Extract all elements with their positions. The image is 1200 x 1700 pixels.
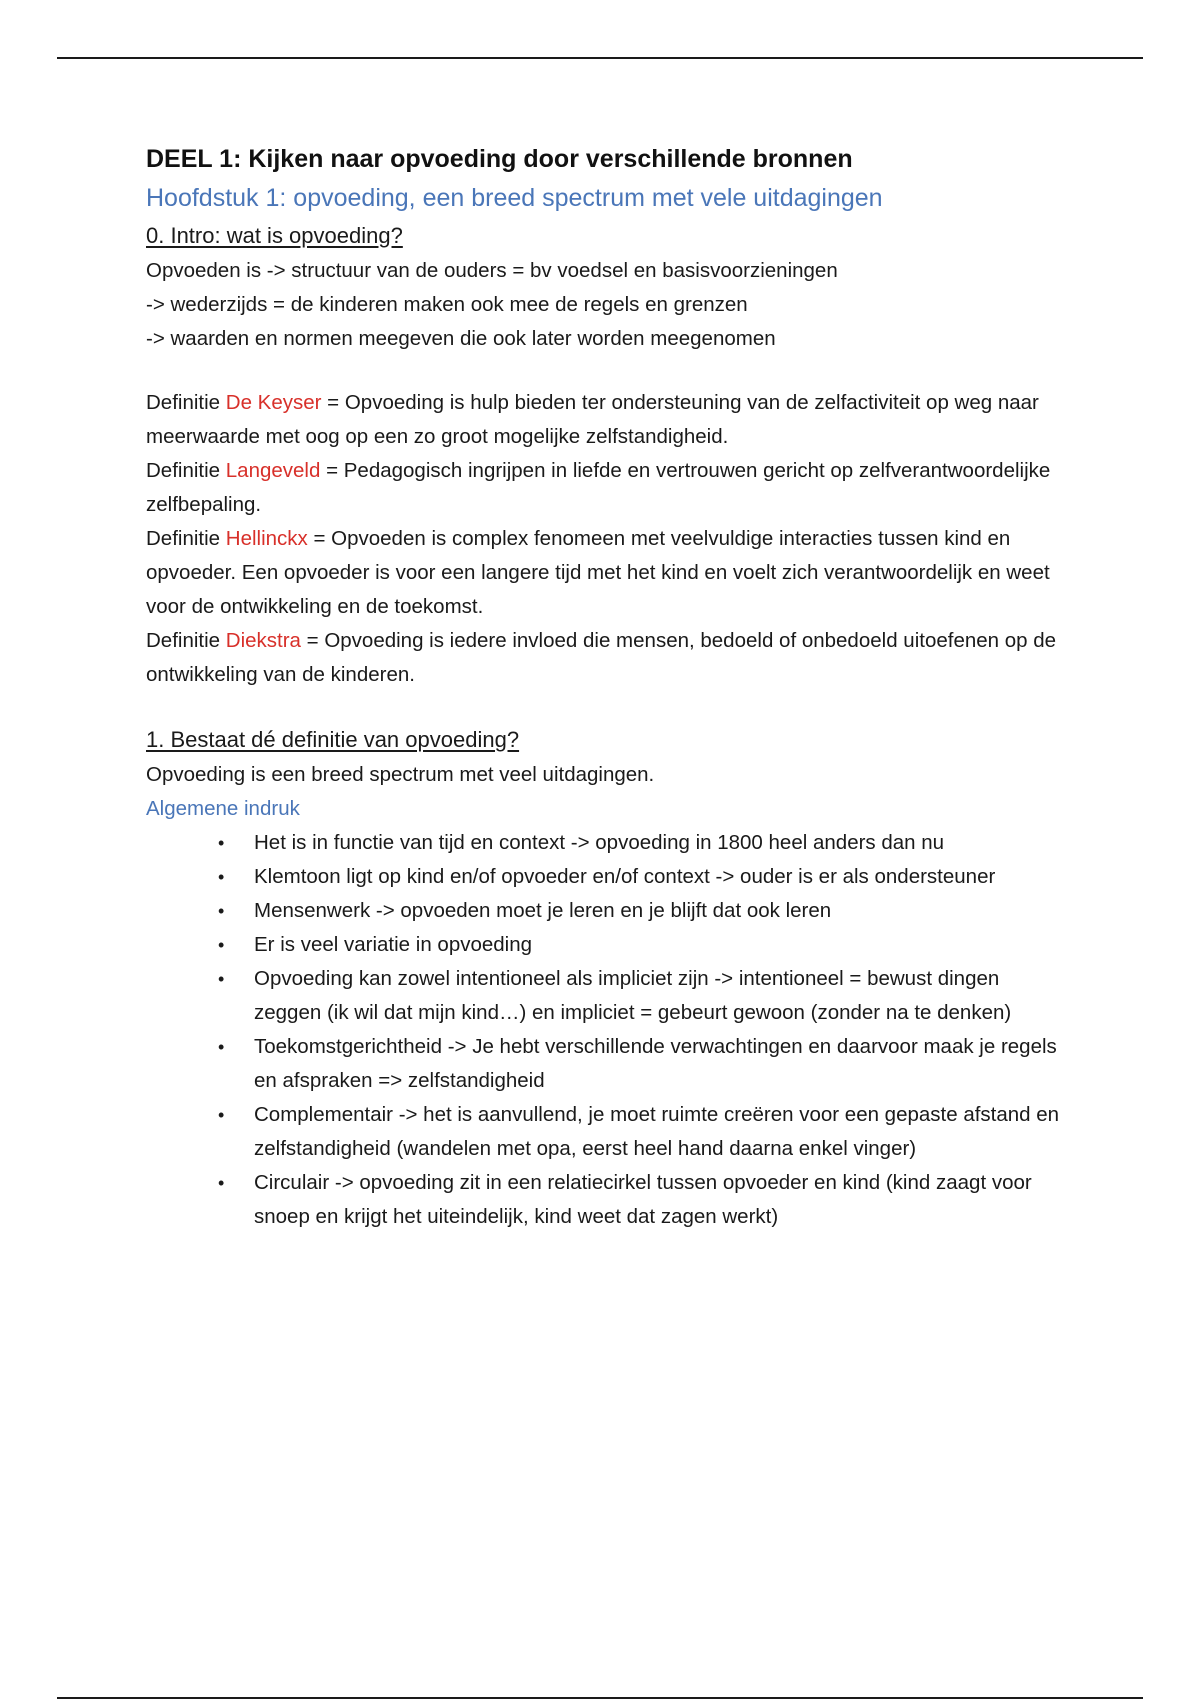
- bullet-icon: •: [218, 1037, 225, 1057]
- list-item: [218, 894, 1066, 928]
- bullet-icon: •: [218, 1105, 225, 1125]
- definition-prefix: Definitie: [146, 527, 226, 550]
- list-item-text: Toekomstgerichtheid -> Je hebt verschillende verwachtingen en daarvoor maak je regels en afspraken => zelfstandigheid: [254, 1035, 1057, 1092]
- bullet-icon: •: [218, 1173, 225, 1193]
- list-item-text: Het is in functie van tijd en context -> opvoeding in 1800 heel anders dan nu: [254, 831, 945, 854]
- spacer: [146, 356, 1066, 386]
- bullet-icon: •: [218, 833, 225, 853]
- definition-diekstra: [146, 624, 1066, 692]
- chapter-title: Hoofdstuk 1: opvoeding, een breed spectrum met vele uitdagingen: [146, 184, 883, 212]
- intro-line: -> waarden en normen meegeven die ook later worden meegenomen: [146, 327, 776, 350]
- intro-heading: 0. Intro: wat is opvoeding?: [146, 223, 403, 248]
- definition-langeveld: [146, 454, 1066, 522]
- list-item-text: Complementair -> het is aanvullend, je moet ruimte creëren voor een gepaste afstand en zelfstandigheid (wandelen met opa, eerst heel hand daarna enkel vinger): [254, 1103, 1060, 1160]
- list-item-text: Klemtoon ligt op kind en/of opvoeder en/of context -> ouder is er als ondersteuner: [254, 865, 996, 888]
- definition-text: = Opvoeding is iedere invloed die mensen, bedoeld of onbedoeld uitoefenen op de ontwikkeling van de kinderen.: [146, 629, 1057, 686]
- list-item-text: Circulair -> opvoeding zit in een relatiecirkel tussen opvoeder en kind (kind zaagt voor snoep en krijgt het uiteindelijk, kind weet dat zagen werkt): [254, 1171, 1032, 1228]
- definition-prefix: Definitie: [146, 391, 226, 414]
- bullet-icon: •: [218, 969, 225, 989]
- author-name: De Keyser: [225, 391, 322, 414]
- list-item: [218, 1098, 1066, 1166]
- intro-line: Opvoeden is -> structuur van de ouders = bv voedsel en basisvoorzieningen: [146, 259, 838, 282]
- author-name: Diekstra: [225, 629, 301, 652]
- section-1-heading: 1. Bestaat dé definitie van opvoeding?: [146, 727, 520, 752]
- author-name: Langeveld: [225, 459, 321, 482]
- list-item: [218, 962, 1066, 1030]
- document-body: [146, 140, 1066, 1234]
- definition-text: = Pedagogisch ingrijpen in liefde en vertrouwen gericht op zelfverantwoordelijke zelfbepaling.: [146, 459, 1051, 516]
- list-item: [218, 1030, 1066, 1098]
- definition-prefix: Definitie: [146, 629, 226, 652]
- list-item-text: Mensenwerk -> opvoeden moet je leren en je blijft dat ook leren: [254, 899, 832, 922]
- definition-hellinckx: [146, 522, 1066, 624]
- bullet-icon: •: [218, 867, 225, 887]
- list-item: [218, 928, 1066, 962]
- author-name: Hellinckx: [225, 527, 308, 550]
- top-page-rule: [57, 57, 1143, 59]
- definition-de-keyser: [146, 386, 1066, 454]
- definition-text: = Opvoeding is hulp bieden ter ondersteuning van de zelfactiviteit op weg naar meerwaarde met oog op een zo groot mogelijke zelfstandigheid.: [146, 391, 1039, 448]
- bottom-page-rule: [57, 1697, 1143, 1699]
- definition-text: = Opvoeden is complex fenomeen met veelvuldige interacties tussen kind en opvoeder. Een opvoeder is voor een langere tijd met het kind en voelt zich verantwoordelijk en weet voor de ontwikkeling en de toekomst.: [146, 527, 1050, 618]
- list-item: [218, 826, 1066, 860]
- part-title: DEEL 1: Kijken naar opvoeding door verschillende bronnen: [146, 145, 853, 173]
- spacer: [146, 692, 1066, 722]
- section-1-intro: Opvoeding is een breed spectrum met veel uitdagingen.: [146, 763, 655, 786]
- intro-line: -> wederzijds = de kinderen maken ook mee de regels en grenzen: [146, 293, 748, 316]
- section-1-subheading: Algemene indruk: [146, 797, 300, 820]
- list-item-text: Er is veel variatie in opvoeding: [254, 933, 533, 956]
- list-item-text: Opvoeding kan zowel intentioneel als impliciet zijn -> intentioneel = bewust dingen zeggen (ik wil dat mijn kind…) en impliciet = gebeurt gewoon (zonder na te denken): [254, 967, 1012, 1024]
- bullet-icon: •: [218, 935, 225, 955]
- bullet-list: [146, 826, 1066, 1234]
- list-item: [218, 1166, 1066, 1234]
- list-item: [218, 860, 1066, 894]
- definition-prefix: Definitie: [146, 459, 226, 482]
- bullet-icon: •: [218, 901, 225, 921]
